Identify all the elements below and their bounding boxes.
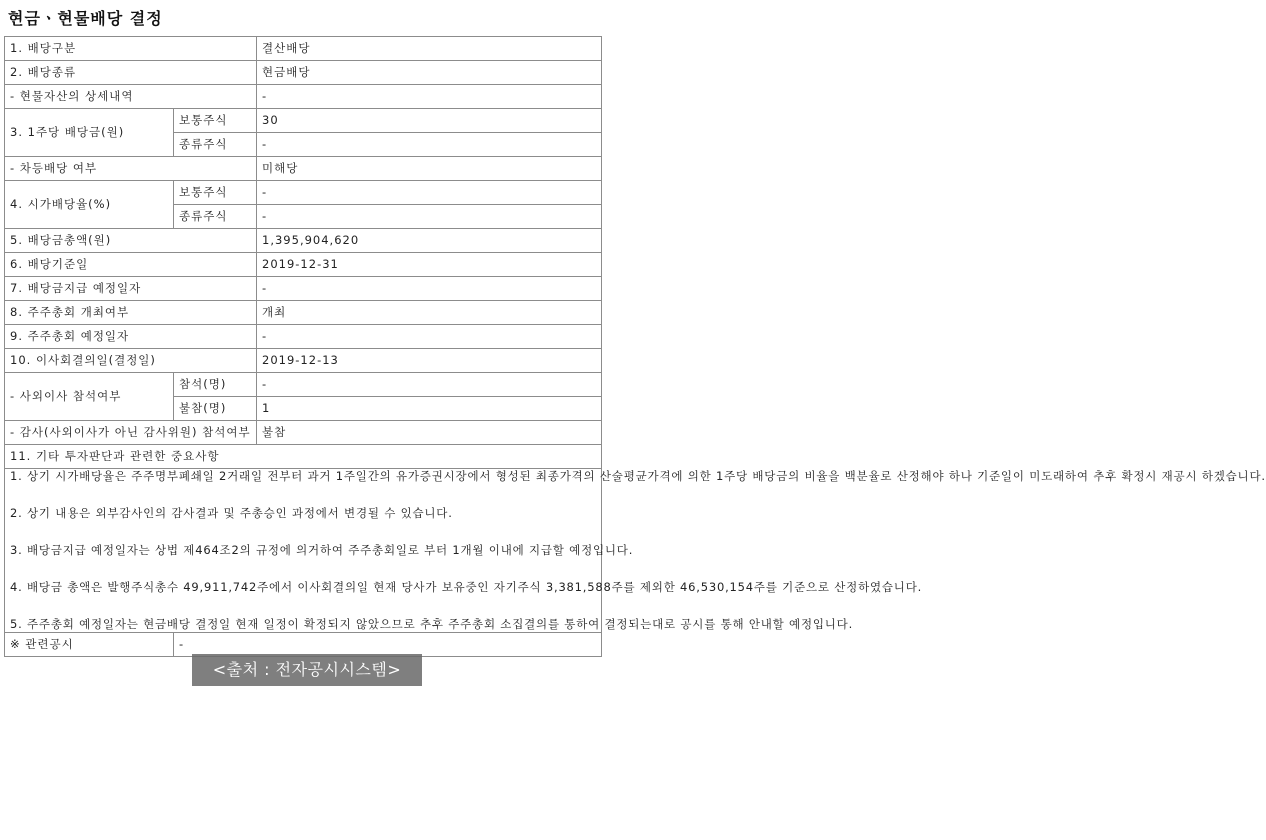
table-row <box>5 109 602 133</box>
dps-preferred-value: - <box>257 133 602 157</box>
note-paragraph: 5. 주주총회 예정일자는 현금배당 결정일 현재 일정이 확정되지 않았으므로 추후 주주총회 소집결의를 통하여 결정되는대로 공시를 통해 안내할 예정입니다. <box>10 617 854 631</box>
agm-date-label: 9. 주주총회 예정일자 <box>5 325 257 349</box>
table-row <box>5 301 602 325</box>
table-row <box>5 181 602 205</box>
other-matters-notes <box>5 469 1266 633</box>
present-count-value: - <box>257 373 602 397</box>
dividend-yield-label: 4. 시가배당율(%) <box>5 181 174 229</box>
table-row <box>5 373 602 397</box>
absent-count-label: 불참(명) <box>174 397 257 421</box>
table-row <box>5 229 602 253</box>
table-row <box>5 37 602 61</box>
dps-common-label: 보통주식 <box>174 109 257 133</box>
table-row <box>5 277 602 301</box>
agm-date-value: - <box>257 325 602 349</box>
total-dividend-label: 5. 배당금총액(원) <box>5 229 257 253</box>
in-kind-asset-detail-value: - <box>257 85 602 109</box>
note-paragraph: 2. 상기 내용은 외부감사인의 감사결과 및 주총승인 과정에서 변경될 수 있습니다. <box>10 506 453 520</box>
agm-held-value: 개최 <box>257 301 602 325</box>
differential-dividend-value: 미해당 <box>257 157 602 181</box>
dps-common-value: 30 <box>257 109 602 133</box>
present-count-label: 참석(명) <box>174 373 257 397</box>
agm-held-label: 8. 주주총회 개최여부 <box>5 301 257 325</box>
absent-count-value: 1 <box>257 397 602 421</box>
board-resolution-date-label: 10. 이사회결의일(결정일) <box>5 349 257 373</box>
source-watermark: <출처 : 전자공시시스템> <box>192 654 422 686</box>
payment-date-value: - <box>257 277 602 301</box>
record-date-label: 6. 배당기준일 <box>5 253 257 277</box>
table-row <box>5 421 602 445</box>
related-disclosure-value: - <box>174 633 602 657</box>
outside-director-attendance-label: - 사외이사 참석여부 <box>5 373 174 421</box>
table-row <box>5 61 602 85</box>
table-row <box>5 253 602 277</box>
in-kind-asset-detail-label: - 현물자산의 상세내역 <box>5 85 257 109</box>
yield-preferred-value: - <box>257 205 602 229</box>
table-row <box>5 85 602 109</box>
payment-date-label: 7. 배당금지급 예정일자 <box>5 277 257 301</box>
table-row <box>5 469 602 633</box>
note-paragraph: 4. 배당금 총액은 발행주식총수 49,911,742주에서 이사회결의일 현재 당사가 보유중인 자기주식 3,381,588주를 제외한 46,530,154주를 기준으로 산정하였습니다. <box>10 580 923 594</box>
note-paragraph: 3. 배당금지급 예정일자는 상법 제464조2의 규정에 의거하여 주주총회일로 부터 1개월 이내에 지급할 예정입니다. <box>10 543 634 557</box>
yield-common-value: - <box>257 181 602 205</box>
dividend-type-label: 1. 배당구분 <box>5 37 257 61</box>
dividend-type-value: 결산배당 <box>257 37 602 61</box>
note-paragraph: 1. 상기 시가배당율은 주주명부폐쇄일 2거래일 전부터 과거 1주일간의 유가증권시장에서 형성된 최종가격의 산술평균가격에 의한 1주당 배당금의 비율을 백분율로 산정해야 하나 기준일이 미도래하여 추후 확정시 재공시 하겠습니다. <box>10 469 1266 483</box>
related-disclosure-label: ※ 관련공시 <box>5 633 174 657</box>
table-row <box>5 325 602 349</box>
dps-preferred-label: 종류주식 <box>174 133 257 157</box>
dividend-kind-label: 2. 배당종류 <box>5 61 257 85</box>
other-matters-heading: 11. 기타 투자판단과 관련한 중요사항 <box>5 445 602 469</box>
table-row <box>5 633 602 657</box>
dividend-disclosure-table <box>4 36 1266 657</box>
differential-dividend-label: - 차등배당 여부 <box>5 157 257 181</box>
dividend-kind-value: 현금배당 <box>257 61 602 85</box>
total-dividend-value: 1,395,904,620 <box>257 229 602 253</box>
yield-common-label: 보통주식 <box>174 181 257 205</box>
auditor-attendance-label: - 감사(사외이사가 아닌 감사위원) 참석여부 <box>5 421 257 445</box>
table-row <box>5 157 602 181</box>
table-row <box>5 349 602 373</box>
document-title: 현금ㆍ현물배당 결정 <box>8 9 163 28</box>
yield-preferred-label: 종류주식 <box>174 205 257 229</box>
auditor-attendance-value: 불참 <box>257 421 602 445</box>
table-row <box>5 445 602 469</box>
dividend-per-share-label: 3. 1주당 배당금(원) <box>5 109 174 157</box>
record-date-value: 2019-12-31 <box>257 253 602 277</box>
board-resolution-date-value: 2019-12-13 <box>257 349 602 373</box>
